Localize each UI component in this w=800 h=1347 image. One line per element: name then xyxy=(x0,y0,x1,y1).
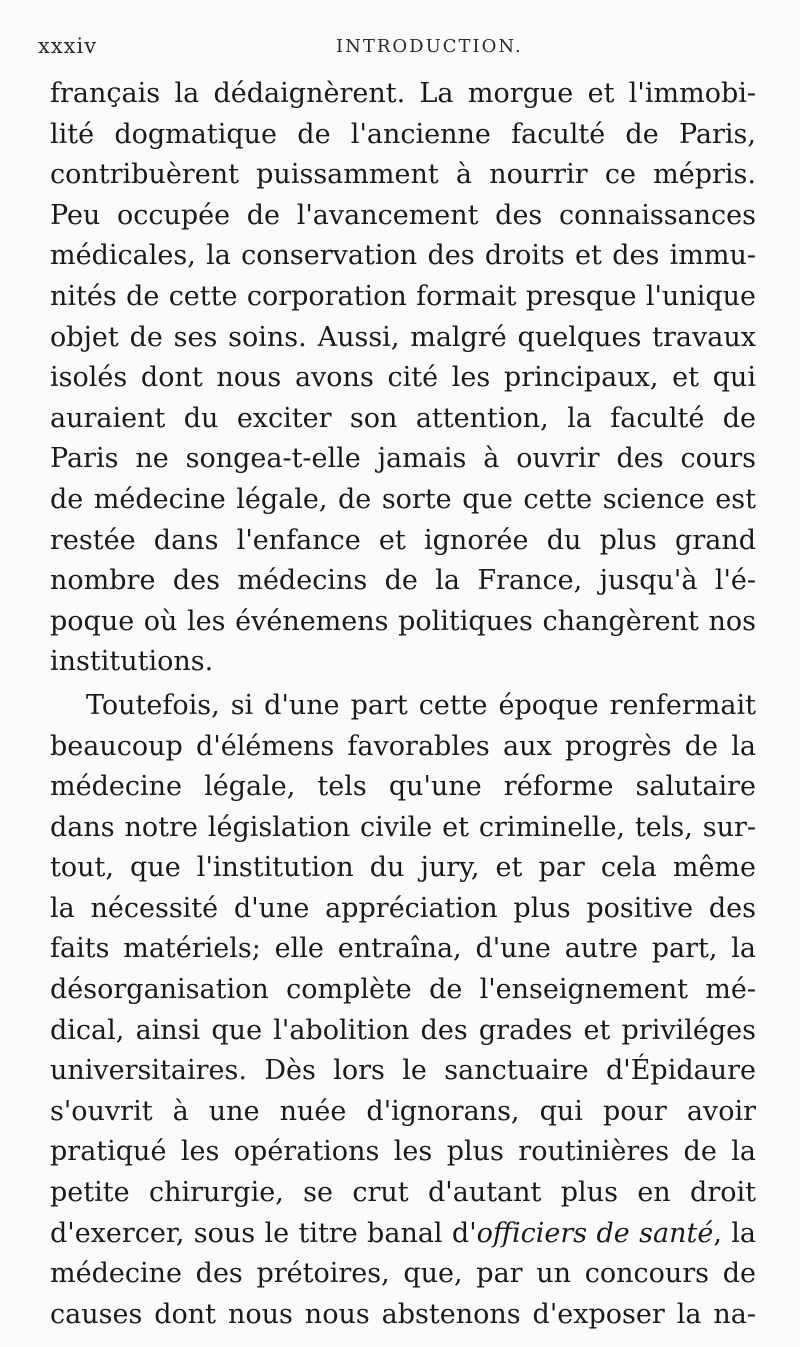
text-line-officiers xyxy=(50,1214,756,1255)
paragraph-2 xyxy=(50,686,756,1336)
text-line: dical, ainsi que l'abolition des grades et priviléges xyxy=(50,1014,756,1046)
text-line: Toutefois, si d'une part cette époque renfermait xyxy=(86,689,756,721)
text-line: universitaires. Dès lors le sanctuaire d'Épidaure xyxy=(50,1055,756,1087)
text-line: isolés dont nous avons cité les principaux, et qui xyxy=(50,362,756,394)
text-line: dans notre législation civile et criminelle, tels, sur- xyxy=(50,811,756,843)
text-line: restée dans l'enfance et ignorée du plus grand xyxy=(50,524,756,556)
text-line: français la dédaignèrent. La morgue et l'immobi- xyxy=(50,78,756,109)
text-line: médicales, la conservation des droits et des immu- xyxy=(50,240,756,272)
text-line: lité dogmatique de l'ancienne faculté de Paris, xyxy=(50,118,756,150)
text-line: médecine des prétoires, que, par un concours de xyxy=(50,1258,756,1290)
text-line: Paris ne songea-t-elle jamais à ouvrir des cours xyxy=(50,443,756,475)
running-head: INTRODUCTION. xyxy=(336,36,523,57)
text-line: auraient du exciter son attention, la faculté de xyxy=(50,402,756,434)
text-line: s'ouvrit à une nuée d'ignorans, qui pour avoir xyxy=(50,1095,756,1127)
text-line: faits matériels; elle entraîna, d'une autre part, la xyxy=(50,933,756,965)
body-text xyxy=(50,74,756,1335)
text-line: nombre des médecins de la France, jusqu'à l'é- xyxy=(50,565,756,597)
text-line: objet de ses soins. Aussi, malgré quelques travaux xyxy=(50,321,756,353)
paragraph-1 xyxy=(50,74,756,683)
text-line: contribuèrent puissamment à nourrir ce mépris. xyxy=(50,159,756,191)
text-line: la nécessité d'une appréciation plus positive des xyxy=(50,892,756,924)
text-line: beaucoup d'élémens favorables aux progrès de la xyxy=(50,730,756,762)
page-number: xxxiv xyxy=(38,34,98,58)
italic-term: officiers de santé xyxy=(476,1217,714,1249)
text-segment: d'exercer, sous le titre banal d' xyxy=(50,1217,477,1249)
text-segment: , la xyxy=(713,1217,756,1249)
text-line: causes dont nous nous abstenons d'exposer la na- xyxy=(50,1298,756,1330)
text-line: désorganisation complète de l'enseignement mé- xyxy=(50,974,756,1006)
text-line: petite chirurgie, se crut d'autant plus en droit xyxy=(50,1177,756,1209)
text-line: pratiqué les opérations les plus routinières de la xyxy=(50,1136,756,1168)
text-line: Peu occupée de l'avancement des connaissances xyxy=(50,199,756,231)
text-line: tout, que l'institution du jury, et par cela même xyxy=(50,852,756,884)
page-header xyxy=(36,34,764,64)
text-line: médecine légale, tels qu'une réforme salutaire xyxy=(50,771,756,803)
text-line: nités de cette corporation formait presque l'unique xyxy=(50,280,756,312)
text-line: de médecine légale, de sorte que cette science est xyxy=(50,483,756,515)
text-line: poque où les événemens politiques changèrent nos xyxy=(50,605,756,637)
text-line: institutions. xyxy=(50,646,214,678)
